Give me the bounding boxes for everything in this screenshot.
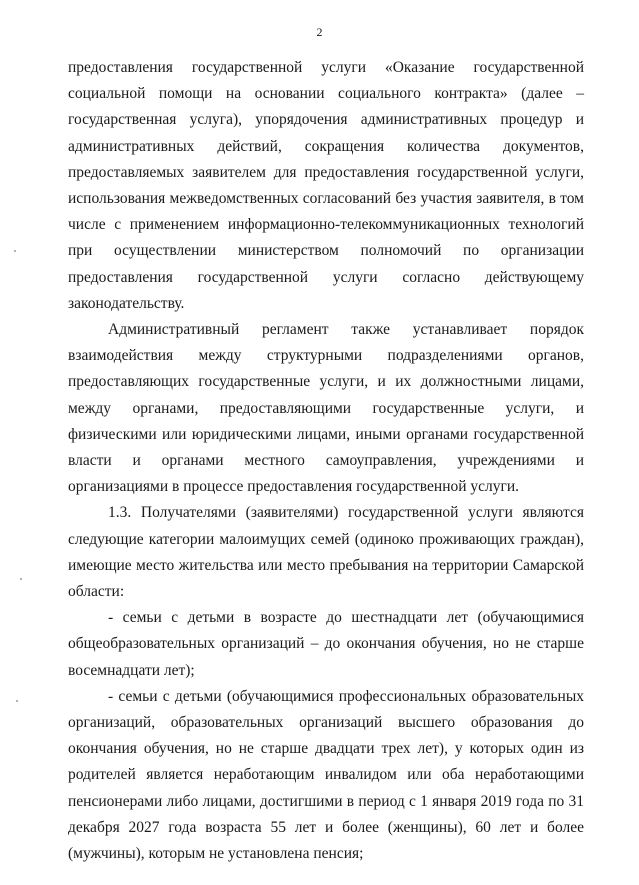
scan-speck [14,250,16,252]
scan-speck [20,578,22,580]
paragraph-recipients: 1.3. Получателями (заявителями) государственной услуги являются следующие категории малоимущих семей (одиноко проживающих граждан), имеющие место жительства или место пребывания на территории Самарской области: [68,504,584,601]
list-item-families-under-16: - семьи с детьми в возрасте до шестнадцати лет (обучающимися общеобразовательных организаций – до окончания обучения, но не старше восемнадцати лет); [68,609,584,679]
paragraph-continuation: предоставления государственной услуги «Оказание государственной социальной помощи на основании социального контракта» (далее – государственная услуга), упорядочения административных процедур и административных действий, сокращения количества документов, предоставляемых заявителем для предоставления государственной услуги, использования межведомственных согласований без участия заявителя, в том числе с применением информационно-телекоммуникационных технологий при осуществлении министерством полномочий по организации предоставления государственной услуги согласно действующему законодательству. [68,59,584,312]
page-number: 2 [316,25,323,39]
paragraph-regulation-scope: Административный регламент также устанавливает порядок взаимодействия между структурными подразделениями органов, предоставляющих государственные услуги, и их должностными лицами, между органами, предоставляющими государственные услуги, и физическими или юридическими лицами, иными органами государственной власти и органами местного самоуправления, учреждениями и организациями в процессе предоставления государственной услуги. [68,321,584,496]
scan-speck [16,700,18,702]
list-item-families-students: - семьи с детьми (обучающимися профессиональных образовательных организаций, образовательных организаций высшего образования до окончания обучения, но не старше двадцати трех лет), у которых один из родителей является неработающим инвалидом или оба неработающими пенсионерами либо лицами, достигшими в период с 1 января 2019 года по 31 декабря 2027 года возраста 55 лет и более (женщины), 60 лет и более (мужчины), которым не установлена пенсия; [68,687,584,863]
document-body [68,55,584,867]
